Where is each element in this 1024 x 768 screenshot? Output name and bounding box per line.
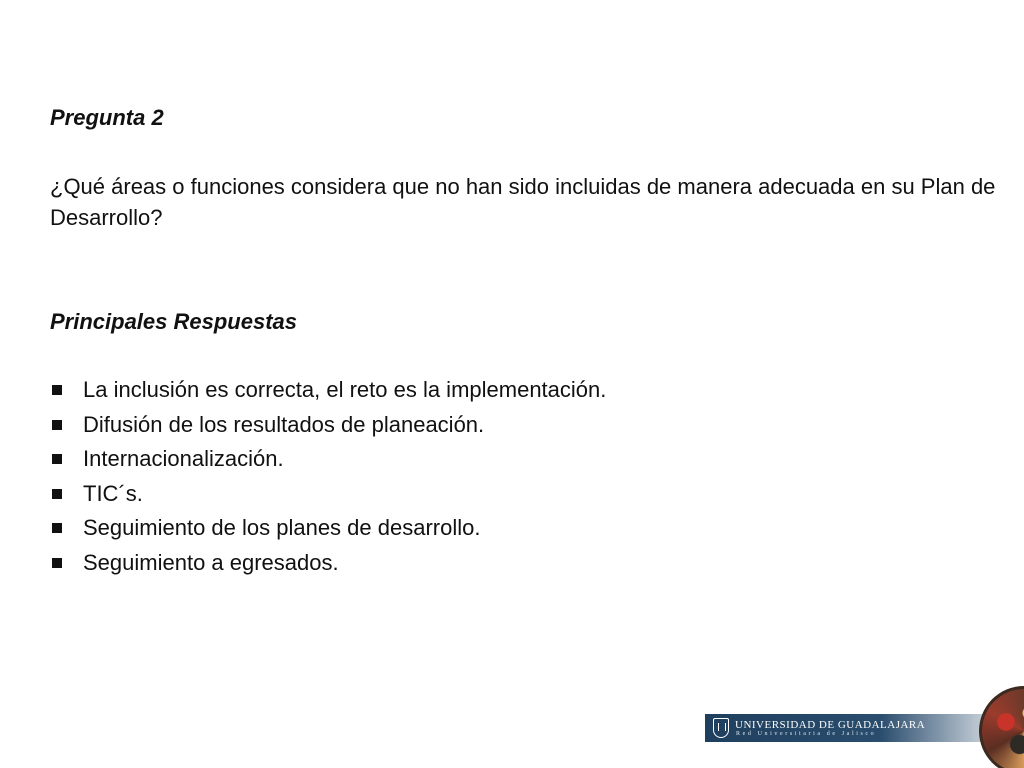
- answer-text: Internacionalización.: [83, 446, 284, 471]
- list-item: [50, 408, 606, 443]
- mural-emblem-icon: [979, 686, 1024, 768]
- answer-text: Difusión de los resultados de planeación.: [83, 411, 485, 437]
- question-text: ¿Qué áreas o funciones considera que no han sido incluidas de manera adecuada en su Plan de Desarrollo?: [50, 174, 996, 230]
- list-item: [50, 442, 606, 477]
- square-bullet-icon: [52, 523, 62, 533]
- list-item: [50, 477, 606, 512]
- list-item: [50, 546, 606, 581]
- square-bullet-icon: [52, 489, 62, 499]
- square-bullet-icon: [52, 454, 62, 464]
- answer-text: La inclusión es correcta, el reto es la implementación.: [83, 377, 607, 402]
- square-bullet-icon: [52, 420, 62, 430]
- answer-text: Seguimiento a egresados.: [83, 549, 339, 575]
- list-item: [50, 373, 606, 408]
- university-footer-band: [705, 714, 1024, 742]
- answer-text: Seguimiento de los planes de desarrollo.: [83, 515, 481, 540]
- university-crest-icon: [713, 718, 729, 738]
- answers-heading: Principales Respuestas: [50, 309, 298, 334]
- question-heading: Pregunta 2: [50, 105, 164, 130]
- square-bullet-icon: [52, 558, 62, 568]
- network-name: Red Universitaria de Jalisco: [736, 731, 877, 737]
- university-name: UNIVERSIDAD DE GUADALAJARA: [735, 719, 926, 731]
- square-bullet-icon: [52, 385, 62, 395]
- answers-list: [50, 373, 606, 580]
- list-item: [50, 511, 606, 546]
- answer-text: TIC´s.: [83, 480, 143, 506]
